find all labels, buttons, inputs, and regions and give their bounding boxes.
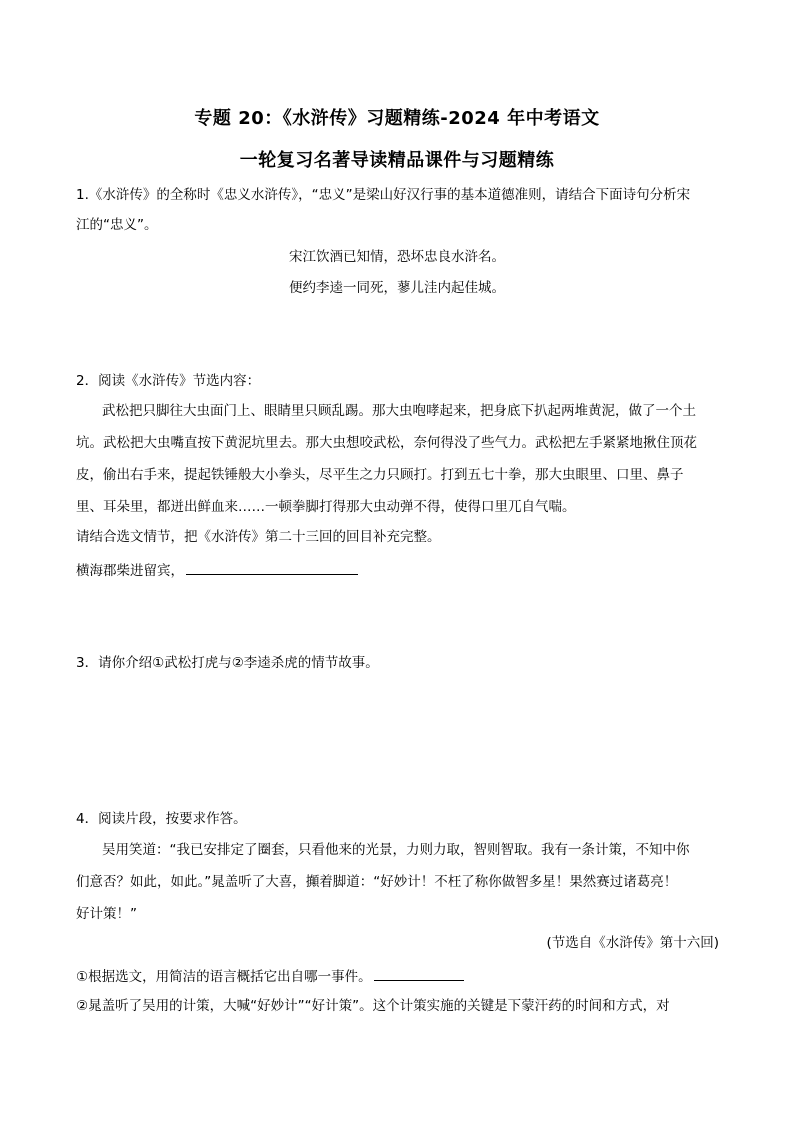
q4-sub-question-1-text: ①根据选文，用简洁的语言概括它出自哪一事件。 <box>76 969 372 985</box>
q1-stem-line-2: 江的“忠义”。 <box>76 217 158 233</box>
q2-fill-prefix: 横海郡柴进留宾， <box>76 563 184 579</box>
q4-heading: 4．阅读片段，按要求作答。 <box>76 811 247 827</box>
q2-passage-line-1: 武松把只脚往大虫面门上、眼睛里只顾乱踢。那大虫咆哮起来，把身底下扒起两堆黄泥，做了一个土 <box>102 403 696 419</box>
q3-heading: 3．请你介绍①武松打虎与②李逵杀虎的情节故事。 <box>76 655 379 671</box>
q2-fill-line <box>76 560 358 580</box>
q2-passage-line-4: 里、耳朵里，都迸出鲜血来……一顿拳脚打得那大虫动弹不得，使得口里兀自气喘。 <box>76 499 576 515</box>
q2-instruction: 请结合选文情节，把《水浒传》第二十三回的回目补充完整。 <box>76 529 441 545</box>
q2-passage-line-2: 坑。武松把大虫嘴直按下黄泥坑里去。那大虫想咬武松，奈何得没了些气力。武松把左手紧紧地揪住顶花 <box>76 435 697 451</box>
q4-source-note: (节选自《水浒传》第十六回) <box>546 935 719 951</box>
q1-poem-line-1: 宋江饮酒已知情，恐坏忠良水浒名。 <box>289 249 505 265</box>
page-title-line-1: 专题 20：《水浒传》习题精练-2024 年中考语文 <box>194 108 600 129</box>
q4-answer-blank[interactable] <box>374 966 464 981</box>
q2-heading: 2．阅读《水浒传》节选内容： <box>76 373 261 389</box>
q2-answer-blank[interactable] <box>186 560 358 575</box>
q4-sub-question-1 <box>76 966 464 986</box>
q4-sub-question-2: ②晁盖听了吴用的计策，大喊“好妙计”“好计策”。这个计策实施的关键是下蒙汗药的时间和方式，对 <box>76 998 670 1014</box>
page-title-line-2: 一轮复习名著导读精品课件与习题精练 <box>239 150 555 171</box>
q4-passage-line-3: 好计策！” <box>76 906 137 922</box>
q4-passage-line-2: 们意否？如此，如此。”晁盖听了大喜，攧着脚道：“好妙计！不枉了称你做智多星！果然赛过诸葛亮！ <box>76 874 678 890</box>
q1-stem-line-1: 1.《水浒传》的全称时《忠义水浒传》，“忠义”是梁山好汉行事的基本道德准则，请结合下面诗句分析宋 <box>76 187 691 203</box>
q1-poem-line-2: 便约李逵一同死，蓼儿洼内起佳城。 <box>289 280 505 296</box>
q2-passage-line-3: 皮，偷出右手来，提起铁锤般大小拳头，尽平生之力只顾打。打到五七十拳，那大虫眼里、口里、鼻子 <box>76 467 684 483</box>
q4-passage-line-1: 吴用笑道：“我已安排定了圈套，只看他来的光景，力则力取，智则智取。我有一条计策，不知中你 <box>102 842 690 858</box>
